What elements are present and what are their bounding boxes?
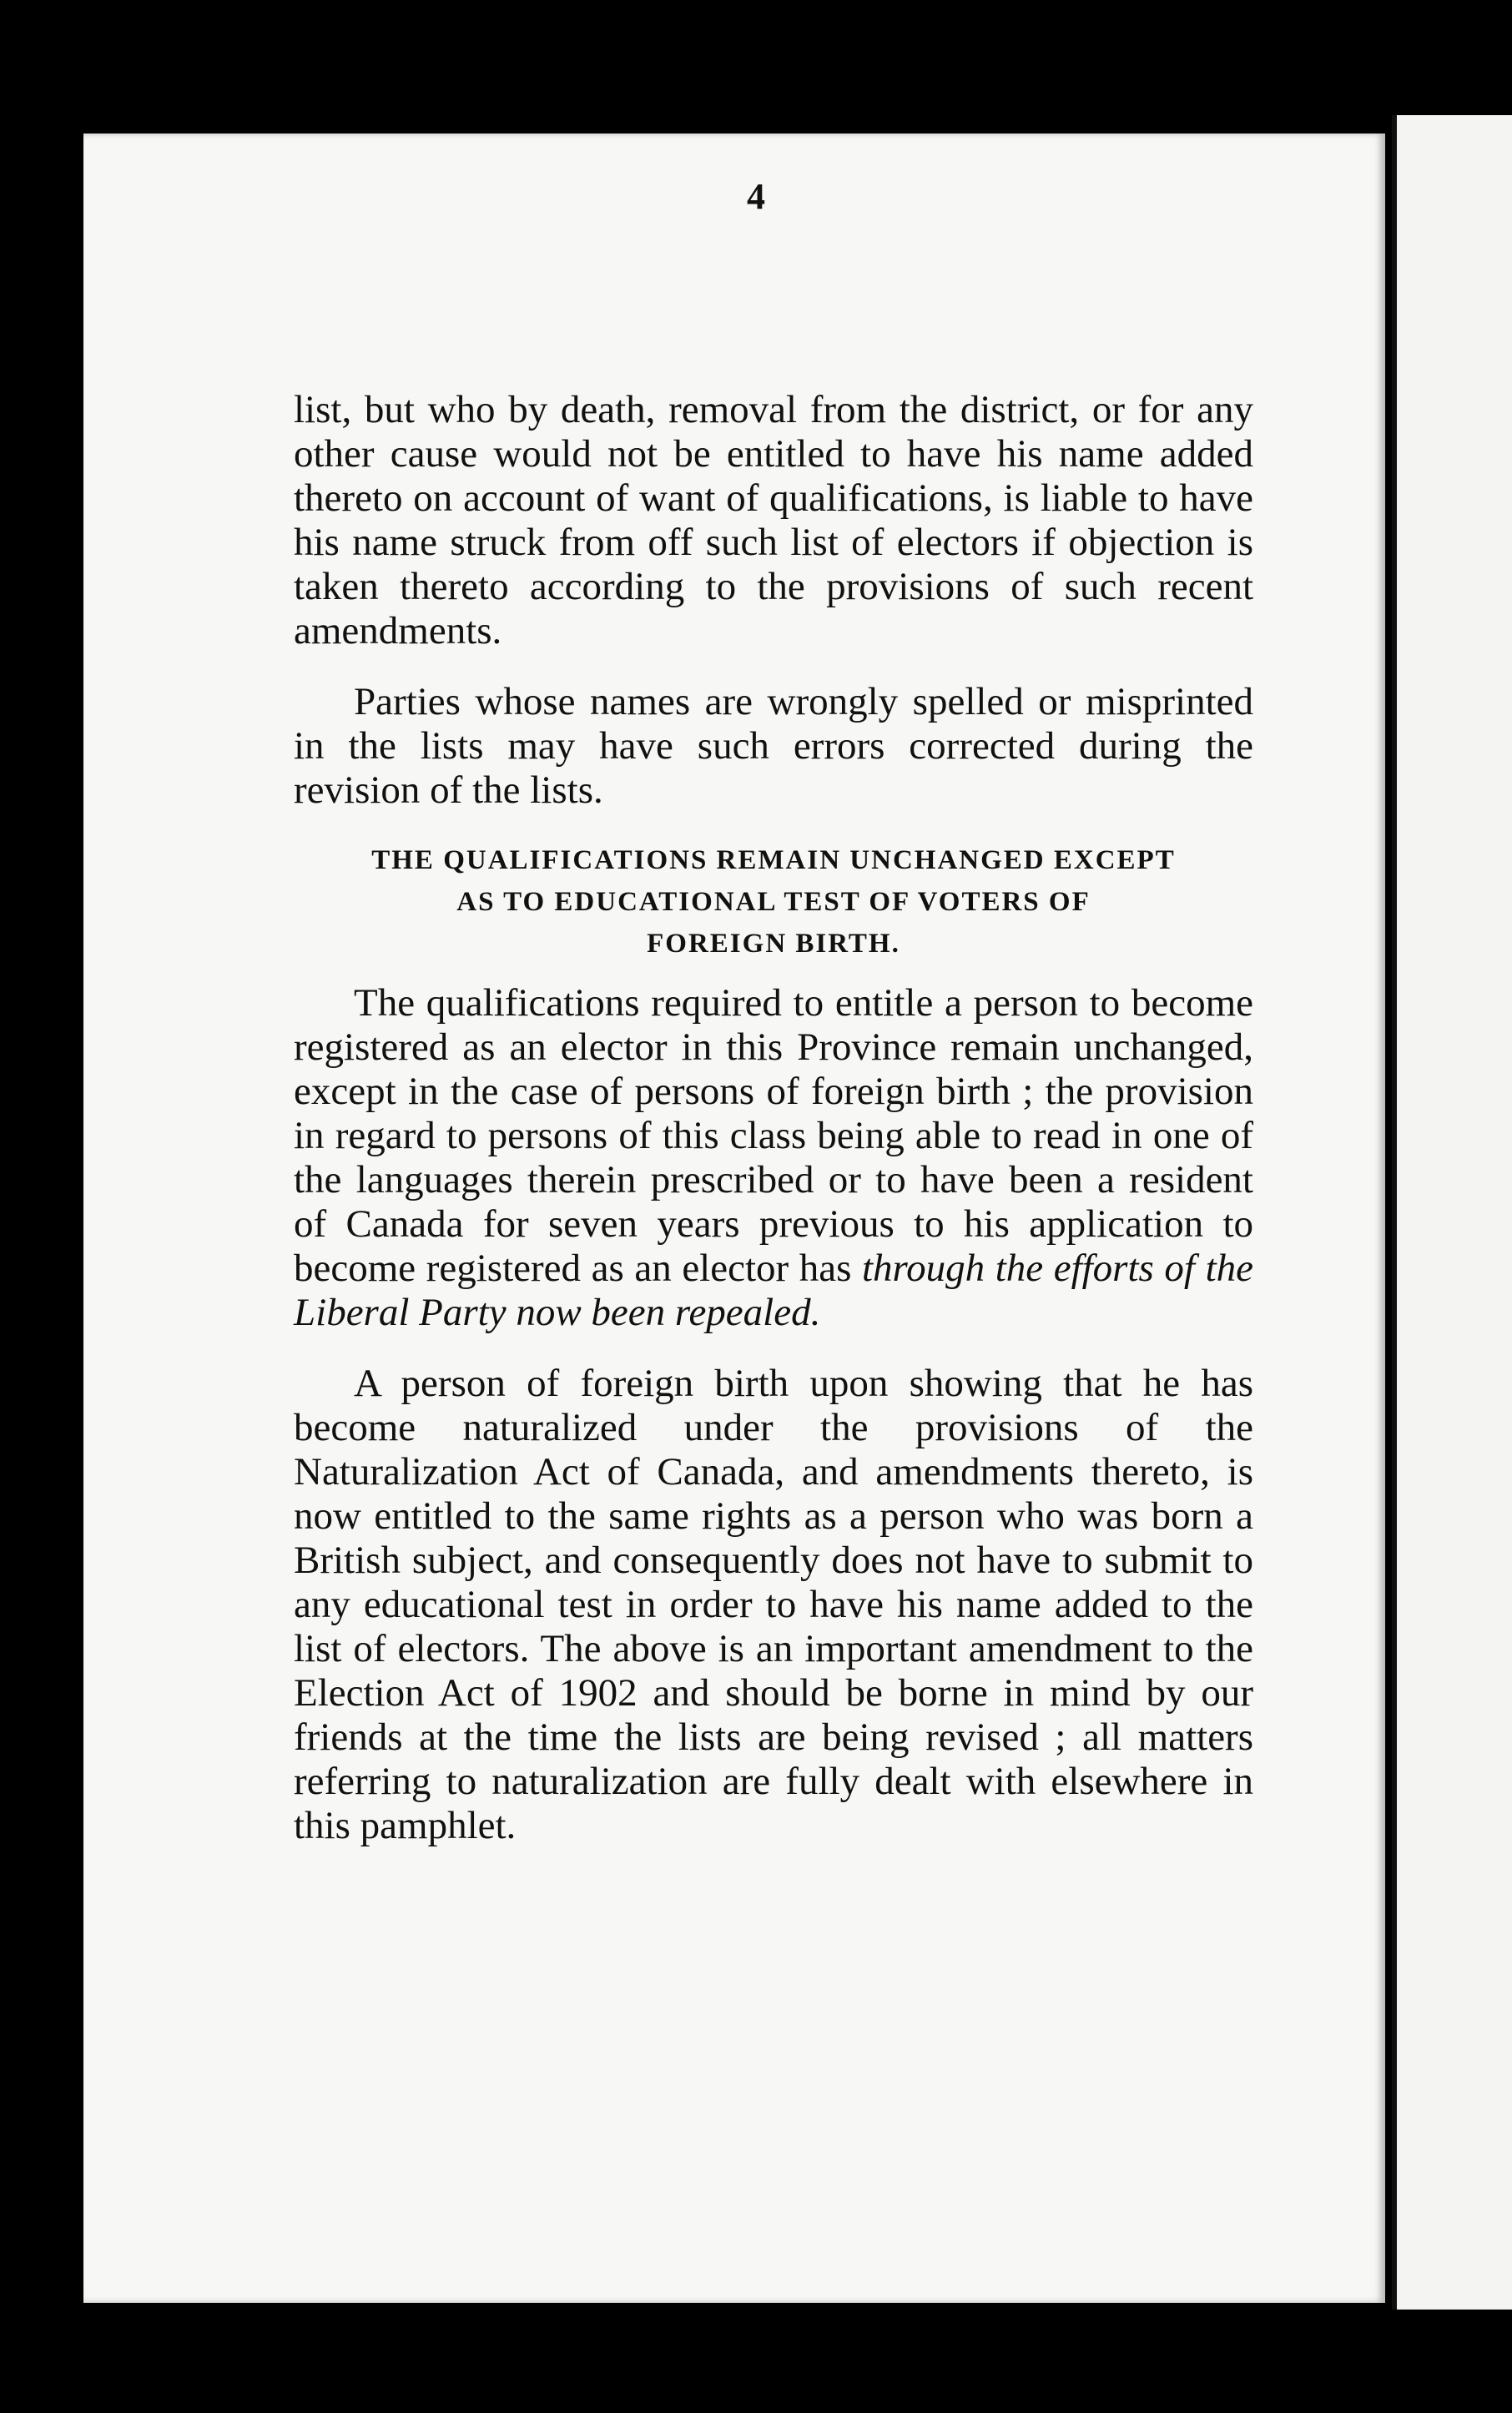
paragraph-list-continuation: list, but who by death, removal from the district, or for any other cause would not be entitled to have his name added thereto on account of want of qualifications, is liable to have his name struck from off such list of electors if objection is taken thereto according to the provisions of such recent amendments.	[294, 388, 1253, 652]
paragraph-qualifications	[294, 981, 1253, 1335]
paragraph-foreign-birth: A person of foreign birth upon showing that he has become naturalized under the provisions of the Naturalization Act of Canada, and amendments thereto, is now entitled to the same rights as a person who was born a British subject, and consequently does not have to submit to any educational test in order to have his name added to the list of electors. The above is an important amendment to the Election Act of 1902 and should be borne in mind by our friends at the time the lists are being revised ; all matters referring to naturalization are fully dealt with elsewhere in this pamphlet.	[294, 1362, 1253, 1847]
paragraph-misprinted-names: Parties whose names are wrongly spelled or misprinted in the lists may have such errors corrected during the revision of the lists.	[294, 680, 1253, 812]
section-heading-line-1: THE QUALIFICATIONS REMAIN UNCHANGED EXCEPT	[371, 845, 1176, 875]
section-heading-line-2: AS TO EDUCATIONAL TEST OF VOTERS OF	[456, 887, 1091, 917]
text-column	[294, 388, 1253, 1875]
page-number: 4	[747, 176, 765, 217]
adjacent-page-edge	[1392, 115, 1512, 2310]
paragraph-qualifications-text: The qualifications required to entitle a person to become registered as an elector in this Province remain unchanged, except in the case of persons of foreign birth ; the provision in regard to persons of this class being able to read in one of the languages therein prescribed or to have been a resident of Canada for seven years previous to his application to become registered as an elector has	[294, 981, 1253, 1290]
paragraph-qualifications-italic: through the efforts of the Liberal Party now been repealed.	[294, 1247, 1253, 1334]
section-heading	[294, 839, 1253, 965]
section-heading-line-3: FOREIGN BIRTH.	[647, 929, 900, 959]
